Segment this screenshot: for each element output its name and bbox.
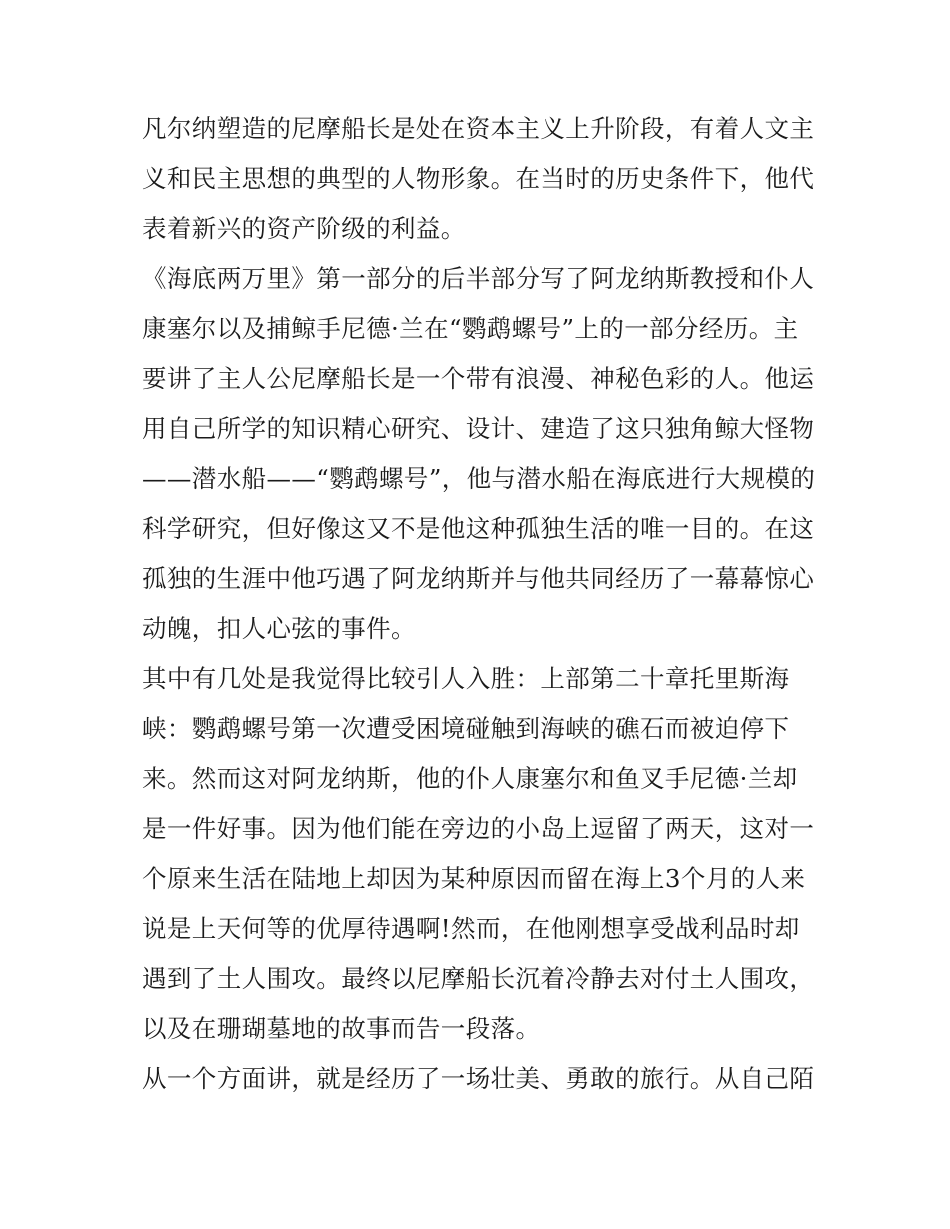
text-line: 用自己所学的知识精心研究、设计、建造了这只独角鲸大怪物 [142,414,815,443]
text-line: 遇到了土人围攻。最终以尼摩船长沉着冷静去对付土人围攻， [142,964,815,993]
text-line: 《海底两万里》第一部分的后半部分写了阿龙纳斯教授和仆人 [142,264,815,293]
text-line: 个原来生活在陆地上却因为某种原因而留在海上3个月的人来 [142,864,806,893]
paragraph-3 [142,654,814,1054]
text-line: 是一件好事。因为他们能在旁边的小岛上逗留了两天，这对一 [142,814,815,843]
text-line: 以及在珊瑚墓地的故事而告一段落。 [142,1014,541,1043]
text-line: 说是上天何等的优厚待遇啊!然而，在他刚想享受战利品时却 [142,914,800,943]
text-line: 孤独的生涯中他巧遇了阿龙纳斯并与他共同经历了一幕幕惊心 [142,564,815,593]
text-line: 其中有几处是我觉得比较引人入胜：上部第二十章托里斯海 [142,664,790,693]
text-line: 从一个方面讲，就是经历了一场壮美、勇敢的旅行。从自己陌 [142,1064,815,1093]
text-line: 来。然而这对阿龙纳斯，他的仆人康塞尔和鱼叉手尼德·兰却 [142,764,798,793]
document-body [142,104,814,1104]
paragraph-2 [142,254,814,654]
text-line: 义和民主思想的典型的人物形象。在当时的历史条件下，他代 [142,164,815,193]
text-line: 凡尔纳塑造的尼摩船长是处在资本主义上升阶段，有着人文主 [142,114,815,143]
text-line: 康塞尔以及捕鲸手尼德·兰在“鹦鹉螺号”上的一部分经历。主 [142,314,799,343]
text-line: ——潜水船——“鹦鹉螺号”，他与潜水船在海底进行大规模的 [142,464,816,493]
text-line: 科学研究，但好像这又不是他这种孤独生活的唯一目的。在这 [142,514,815,543]
text-line: 峡：鹦鹉螺号第一次遭受困境碰触到海峡的礁石而被迫停下 [142,714,790,743]
paragraph-4 [142,1054,814,1104]
text-line: 动魄，扣人心弦的事件。 [142,614,416,643]
paragraph-1 [142,104,814,254]
text-line: 表着新兴的资产阶级的利益。 [142,214,466,243]
text-line: 要讲了主人公尼摩船长是一个带有浪漫、神秘色彩的人。他运 [142,364,815,393]
